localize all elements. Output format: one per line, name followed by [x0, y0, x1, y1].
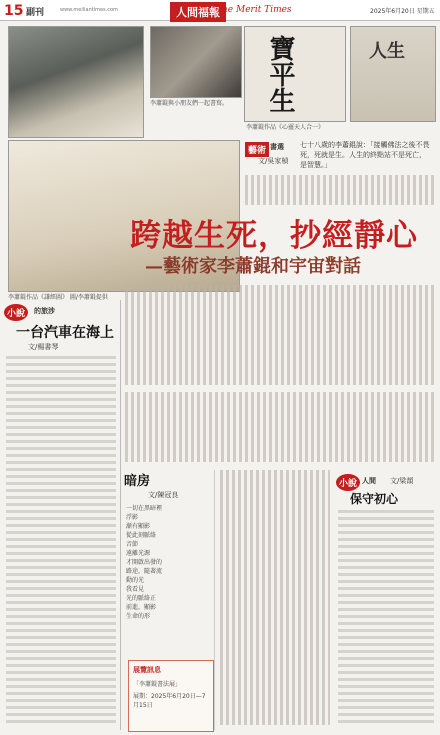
poem-body	[126, 504, 212, 621]
right-article-title: 保守初心	[350, 492, 399, 506]
event-line-1: 「李蕭錕書法展」	[133, 681, 182, 688]
masthead-logo: 人間福報	[170, 2, 226, 22]
poem-line: 遠離光源	[126, 550, 151, 557]
feature-byline: 文/吳家楨	[258, 157, 289, 165]
masthead-logo-en: The Merit Times	[216, 5, 292, 15]
artist-with-children-photo	[150, 26, 242, 98]
ink-painting-photo	[350, 26, 436, 122]
poem-line: 漸有顯影	[126, 523, 151, 530]
left-article-title: 一台汽車在海上	[16, 325, 114, 341]
event-box-title: 展覽訊息	[133, 666, 161, 674]
calligraphy-scroll-photo	[8, 26, 144, 138]
section-label: 副刊	[26, 8, 45, 18]
poem-line: 路途，隨著流	[126, 568, 163, 575]
poem-line: 從此刻脈絡	[126, 532, 157, 539]
right-badge-2: 人間	[362, 477, 376, 485]
poem-title: 暗房	[124, 474, 151, 489]
feature-title: 跨越生死，抄經靜心	[130, 218, 418, 254]
right-badge: 小說	[336, 474, 360, 491]
site-url: www.meiliantimes.com	[60, 7, 118, 13]
poem-line: 音節	[126, 541, 139, 548]
poem-line: 才開啟出發的	[126, 559, 163, 566]
feature-subtitle: —藝術家李蕭錕和宇宙對話	[145, 256, 361, 277]
artwork-title: 寶平生	[265, 35, 295, 113]
feature-body-lower	[125, 392, 437, 462]
feature-body-upper	[245, 175, 435, 205]
left-column	[4, 300, 121, 730]
right-byline: 文/梁頡	[390, 477, 414, 485]
poem-line: 動的光	[126, 577, 145, 584]
poem-line: 我看見	[126, 586, 145, 593]
left-badge-suffix: 的旅涉	[34, 307, 55, 315]
main-photo-caption: 李蕭錕作品《謙經圖》 圖/李蕭錕提供	[8, 294, 108, 301]
feature-tag: 藝術	[245, 142, 269, 157]
feature-body-mid	[125, 285, 437, 385]
issue-date: 2025年6月20日 星期五	[370, 8, 435, 15]
left-badge: 小說	[4, 304, 28, 321]
poem-line: 一切在黑暗裡	[126, 505, 163, 512]
right-article-body	[338, 510, 434, 726]
feature-pullquote: 七十八歲的李蕭錕說：「接觸佛法之後不畏死，死就是生。人生的終點站不是死亡，是智慧。」	[300, 141, 430, 169]
event-line-2: 展期：2025年6月20日—7月15日	[133, 693, 206, 709]
poem-line: 生命的形	[126, 613, 151, 620]
poem-line: 光的脈絡正	[126, 595, 157, 602]
left-article-body	[6, 356, 116, 726]
poem-byline: 文/陳冠良	[148, 491, 179, 499]
photo-caption-artwork: 李蕭錕作品《心靈天人合一》	[246, 124, 325, 131]
painting-title: 人生	[369, 41, 405, 62]
left-article-byline: 文/楊書琴	[28, 343, 59, 351]
feature-tag-2: 書選	[270, 143, 284, 151]
photo-caption-children: 李蕭錕與小朋友們一起書寫。	[150, 100, 229, 107]
page-number: 15	[4, 3, 24, 19]
event-info-box	[128, 660, 214, 732]
feature-body-bottom	[220, 470, 330, 725]
right-column	[336, 470, 436, 730]
poem-line: 前進，顯影	[126, 604, 157, 611]
page-header	[0, 0, 440, 21]
calligraphy-artwork-photo	[244, 26, 346, 122]
poem-line: 浮影	[126, 514, 139, 521]
